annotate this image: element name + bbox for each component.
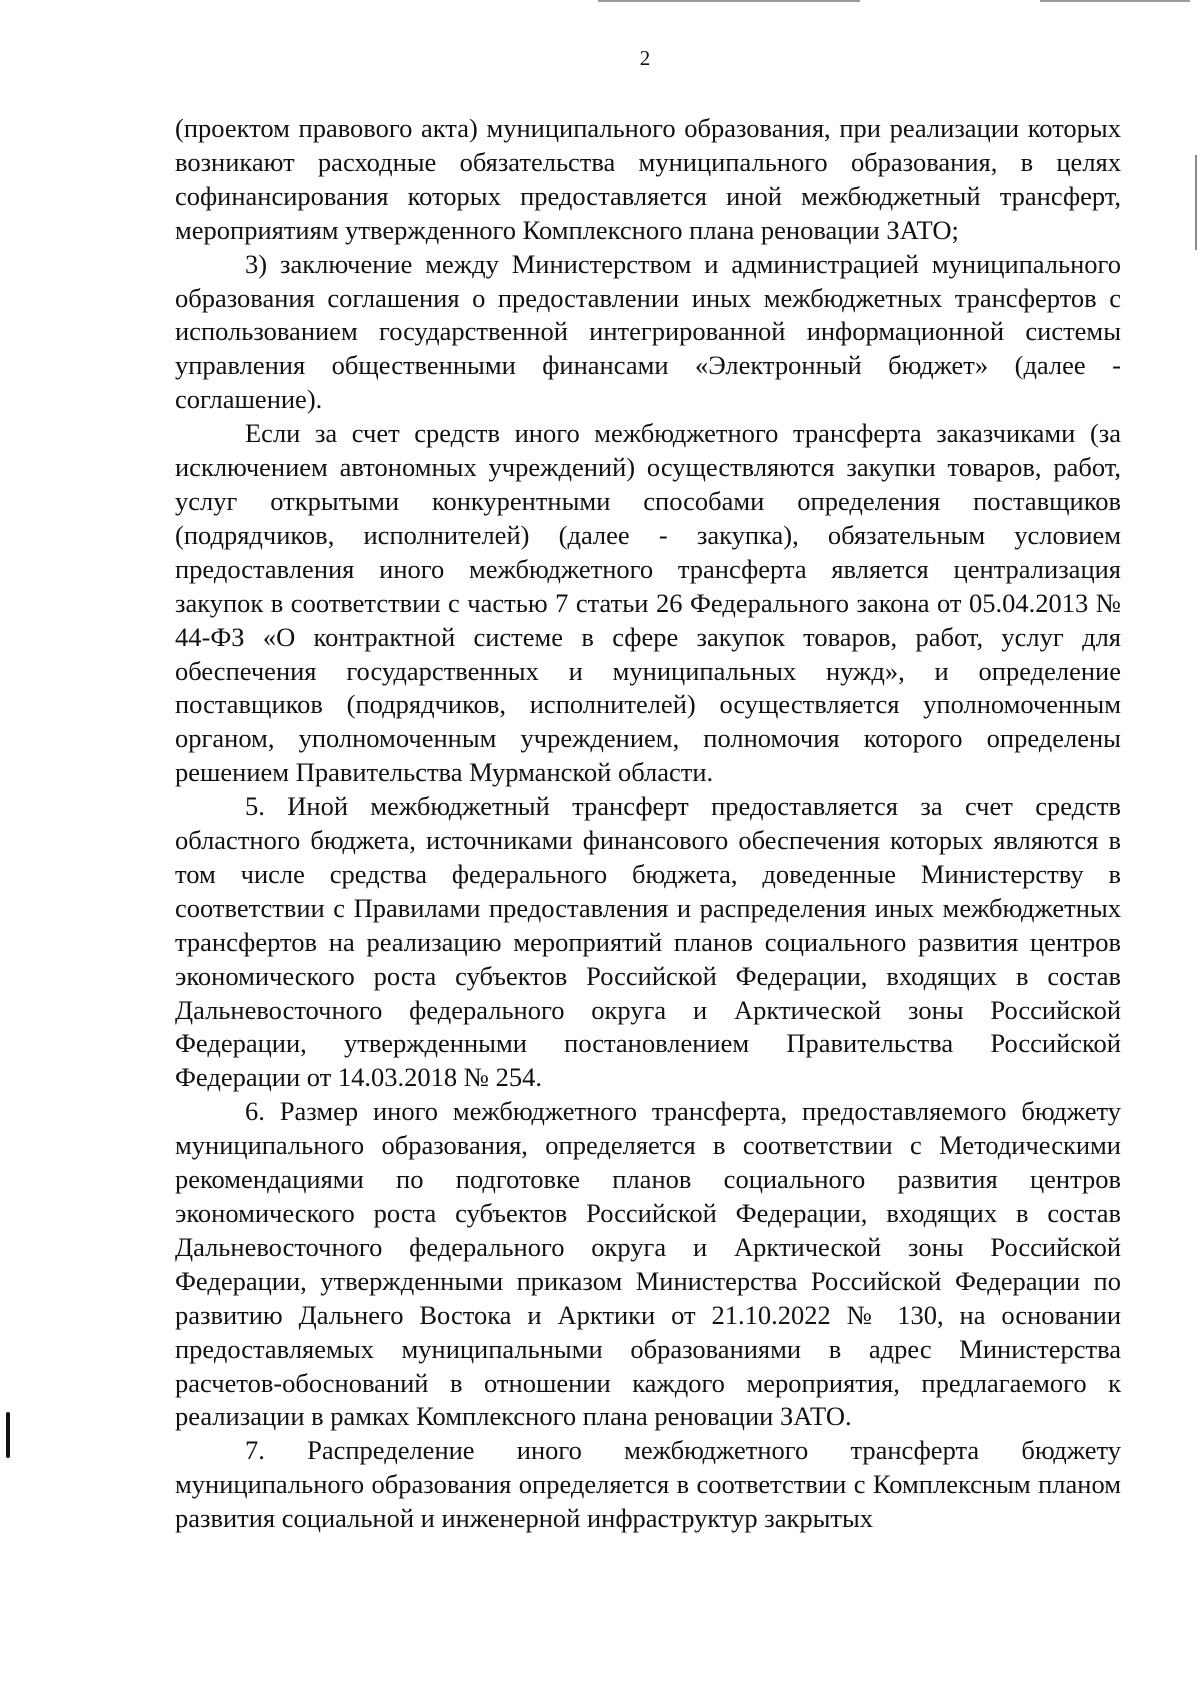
paragraph-procurement: Если за счет средств иного межбюджетного трансферта заказчиками (за исключением автономных учреждений) осуществляются закупки товаров, работ, услуг открытыми конкурентными способами определения поставщиков (подрядчиков, исполнителей) (далее - закупка), обязательным условием предоставления иного межбюджетного трансферта является централизация закупок в соответствии с частью 7 статьи 26 Федерального закона от 05.04.2013 № 44-ФЗ «О контрактной системе в сфере закупок товаров, работ, услуг для обеспечения государственных и муниципальных нужд», и определение поставщиков (подрядчиков, исполнителей) осуществляется уполномоченным органом, уполномоченным учреждением, полномочия которого определены решением Правительства Мурманской области. [175,418,1121,788]
scan-edge-line [598,0,860,2]
paragraph-item-3: 3) заключение между Министерством и администрацией муниципального образования соглашения о предоставлении иных межбюджетных трансфертов с использованием государственной интегрированной информационной системы управления общественными финансами «Электронный бюджет» (далее - соглашение). [175,248,1121,415]
paragraph-item-7: 7. Распределение иного межбюджетного трансферта бюджету муниципального образования определяется в соответствии с Комплексным планом развития социальной и инженерной инфраструктур закрытых [175,1435,1121,1534]
page-number: 2 [639,46,651,70]
paragraph-item-6: 6. Размер иного межбюджетного трансферта, предоставляемого бюджету муниципального образования, определяется в соответствии с Методическими рекомендациями по подготовке планов социального развития центров экономического роста субъектов Российской Федерации, входящих в состав Дальневосточного федерального округа и Арктической зоны Российской Федерации, утвержденными приказом Министерства Российской Федерации по развитию Дальнего Востока и Арктики от 21.10.2022 № 130, на основании предоставляемых муниципальными образованиями в адрес Министерства расчетов-обоснований в отношении каждого мероприятия, предлагаемого к реализации в рамках Комплексного плана реновации ЗАТО. [175,1096,1121,1432]
scan-edge-line [1040,0,1190,2]
margin-mark [6,1412,10,1458]
document-body [175,112,1121,1536]
paragraph-item-5: 5. Иной межбюджетный трансферт предоставляется за счет средств областного бюджета, источниками финансового обеспечения которых являются в том числе средства федерального бюджета, доведенные Министерству в соответствии с Правилами предоставления и распределения иных межбюджетных трансфертов на реализацию мероприятий планов социального развития центров экономического роста субъектов Российской Федерации, входящих в состав Дальневосточного федерального округа и Арктической зоны Российской Федерации, утвержденными постановлением Правительства Российской Федерации от 14.03.2018 № 254. [175,791,1121,1093]
scan-edge-line [1195,155,1197,250]
paragraph-continuation: (проектом правового акта) муниципального образования, при реализации которых возникают расходные обязательства муниципального образования, в целях софинансирования которых предоставляется иной межбюджетный трансферт, мероприятиям утвержденного Комплексного плана реновации ЗАТО; [175,113,1121,245]
